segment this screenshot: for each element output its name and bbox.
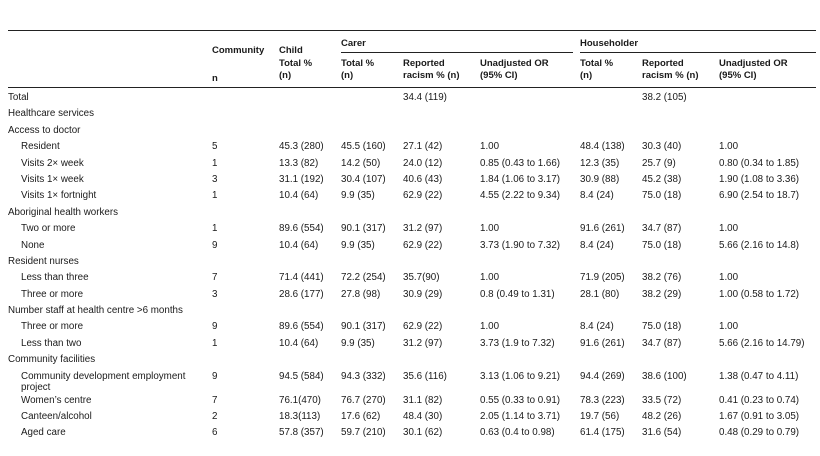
cell-hh-reported: 34.7 (87) [642, 337, 682, 349]
cell-hh-or [719, 305, 816, 321]
row-label: Healthcare services [8, 108, 95, 120]
cell-carer-total [341, 354, 403, 370]
cell-carer-or: 3.13 (1.06 to 9.21) [480, 370, 561, 382]
row-label: Community development employment project [21, 370, 186, 393]
cell-community-n [212, 92, 279, 108]
cell-hh-reported [642, 305, 719, 321]
cell-hh-or: 1.00 [719, 223, 739, 235]
cell-carer-reported: 27.1 (42) [403, 141, 443, 153]
cell-carer-total: 94.3 (332) [341, 370, 386, 382]
cell-community-n [212, 256, 279, 272]
cell-hh-reported: 75.0 (18) [642, 321, 682, 333]
table-row [8, 371, 816, 395]
cell-carer-or [480, 92, 580, 108]
cell-community-n [212, 305, 279, 321]
cell-hh-or: 1.00 [719, 141, 739, 153]
col-header-child: Child [279, 45, 303, 56]
cell-child-total: 31.1 (192) [279, 173, 324, 185]
table-row [8, 289, 816, 305]
cell-hh-or: 0.48 (0.29 to 0.79) [719, 427, 800, 439]
row-label: Visits 1× fortnight [21, 190, 97, 202]
cell-community-n: 7 [212, 272, 218, 284]
cell-hh-total [580, 125, 642, 141]
cell-child-total [279, 108, 341, 124]
cell-child-total: 18.3(113) [279, 411, 321, 423]
cell-carer-reported: 62.9 (22) [403, 190, 443, 202]
cell-community-n: 5 [212, 141, 218, 153]
cell-carer-or: 1.00 [480, 272, 500, 284]
cell-hh-or: 1.38 (0.47 to 4.11) [719, 370, 799, 382]
col-header-community-n: n [212, 73, 218, 84]
cell-hh-total: 12.3 (35) [580, 157, 620, 169]
cell-child-total: 45.3 (280) [279, 141, 324, 153]
group-header-householder: Householder [580, 38, 639, 49]
table-row [8, 207, 816, 223]
col-header-hh-total: Total % [580, 58, 614, 69]
cell-hh-reported: 25.7 (9) [642, 157, 676, 169]
col-header-community: Community [212, 45, 265, 56]
cell-child-total [279, 256, 341, 272]
cell-community-n: 7 [212, 394, 218, 406]
row-label: Resident nurses [8, 255, 79, 267]
cell-carer-total: 17.6 (62) [341, 411, 381, 423]
table-row [8, 92, 816, 108]
cell-carer-total: 14.2 (50) [341, 157, 381, 169]
cell-carer-reported: 31.1 (82) [403, 394, 443, 406]
cell-hh-reported [642, 256, 719, 272]
col-header-hh-or-2: (95% CI) [719, 70, 757, 81]
table-row [8, 305, 816, 321]
cell-carer-reported [403, 256, 480, 272]
cell-carer-total: 27.8 (98) [341, 288, 381, 300]
cell-child-total [279, 92, 341, 108]
cell-hh-total [580, 305, 642, 321]
col-header-carer-reported: Reported [403, 58, 445, 69]
cell-hh-total [580, 256, 642, 272]
cell-carer-total [341, 256, 403, 272]
cell-hh-or [719, 92, 816, 108]
cell-hh-or: 5.66 (2.16 to 14.79) [719, 337, 805, 349]
cell-hh-total: 8.4 (24) [580, 321, 614, 333]
cell-hh-reported [642, 207, 719, 223]
col-header-hh-or: Unadjusted OR [719, 58, 788, 69]
cell-carer-total [341, 125, 403, 141]
cell-community-n: 2 [212, 411, 218, 423]
cell-carer-reported [403, 125, 480, 141]
cell-child-total: 89.6 (554) [279, 321, 324, 333]
cell-hh-total: 71.9 (205) [580, 272, 625, 284]
cell-carer-or: 1.00 [480, 141, 500, 153]
row-label: Less than two [21, 337, 82, 349]
group-rule-householder [580, 52, 816, 53]
cell-hh-total [580, 207, 642, 223]
cell-carer-total: 90.1 (317) [341, 223, 386, 235]
cell-carer-total: 45.5 (160) [341, 141, 386, 153]
cell-carer-reported: 35.7(90) [403, 272, 440, 284]
row-label: None [21, 239, 45, 251]
cell-community-n: 9 [212, 321, 218, 333]
cell-child-total [279, 125, 341, 141]
cell-carer-total: 9.9 (35) [341, 337, 375, 349]
cell-hh-or: 1.00 [719, 272, 739, 284]
cell-carer-reported: 62.9 (22) [403, 239, 443, 251]
cell-hh-or [719, 354, 816, 370]
cell-hh-reported: 31.6 (54) [642, 427, 682, 439]
cell-community-n [212, 207, 279, 223]
data-table [8, 92, 816, 444]
cell-community-n: 9 [212, 239, 218, 251]
cell-hh-total: 19.7 (56) [580, 411, 620, 423]
table-row [8, 141, 816, 157]
cell-carer-reported: 48.4 (30) [403, 411, 443, 423]
col-header-carer-or: Unadjusted OR [480, 58, 549, 69]
cell-carer-total [341, 305, 403, 321]
table-row [8, 338, 816, 354]
col-header-child-total: Total % [279, 58, 313, 69]
cell-carer-or [480, 354, 580, 370]
cell-carer-reported: 31.2 (97) [403, 337, 443, 349]
cell-carer-total: 9.9 (35) [341, 239, 375, 251]
row-label: Total [8, 92, 29, 103]
cell-carer-or: 0.55 (0.33 to 0.91) [480, 394, 561, 406]
cell-hh-reported: 38.6 (100) [642, 370, 687, 382]
cell-hh-reported: 38.2 (76) [642, 272, 682, 284]
cell-hh-or: 1.67 (0.91 to 3.05) [719, 411, 800, 423]
cell-carer-reported: 31.2 (97) [403, 223, 443, 235]
cell-community-n: 9 [212, 370, 218, 382]
cell-hh-total: 8.4 (24) [580, 190, 614, 202]
cell-hh-or: 6.90 (2.54 to 18.7) [719, 190, 800, 202]
col-header-carer-or-2: (95% CI) [480, 70, 518, 81]
cell-hh-or: 1.00 (0.58 to 1.72) [719, 288, 800, 300]
cell-child-total: 94.5 (584) [279, 370, 324, 382]
cell-child-total [279, 305, 341, 321]
table-row [8, 256, 816, 272]
cell-hh-total: 91.6 (261) [580, 337, 625, 349]
cell-carer-or [480, 125, 580, 141]
row-label: Community facilities [8, 354, 96, 366]
cell-hh-total: 91.6 (261) [580, 223, 625, 235]
table-row [8, 158, 816, 174]
group-rule-carer [341, 52, 573, 53]
cell-community-n: 6 [212, 427, 218, 439]
row-label: Aboriginal health workers [8, 206, 118, 218]
cell-carer-or: 1.00 [480, 223, 500, 235]
cell-carer-total [341, 108, 403, 124]
table-row [8, 411, 816, 427]
row-label: Three or more [21, 288, 84, 300]
cell-community-n: 1 [212, 223, 218, 235]
cell-hh-reported: 48.2 (26) [642, 411, 682, 423]
cell-hh-total [580, 92, 642, 108]
cell-child-total: 89.6 (554) [279, 223, 324, 235]
cell-community-n: 1 [212, 157, 218, 169]
cell-hh-total: 61.4 (175) [580, 427, 625, 439]
cell-hh-or [719, 256, 816, 272]
cell-carer-or: 4.55 (2.22 to 9.34) [480, 190, 561, 202]
cell-carer-total: 76.7 (270) [341, 394, 386, 406]
cell-hh-reported: 45.2 (38) [642, 173, 682, 185]
cell-hh-reported: 38.2 (29) [642, 288, 682, 300]
cell-hh-reported: 38.2 (105) [642, 92, 687, 103]
row-label: Two or more [21, 223, 76, 235]
table-row [8, 125, 816, 141]
cell-carer-reported: 62.9 (22) [403, 321, 443, 333]
col-header-carer-total: Total % [341, 58, 375, 69]
table-row [8, 427, 816, 443]
cell-carer-or: 3.73 (1.9 to 7.32) [480, 337, 555, 349]
cell-child-total: 76.1(470) [279, 394, 321, 406]
cell-community-n [212, 108, 279, 124]
cell-community-n [212, 125, 279, 141]
cell-carer-total [341, 207, 403, 223]
cell-carer-total: 90.1 (317) [341, 321, 386, 333]
cell-child-total: 28.6 (177) [279, 288, 324, 300]
cell-carer-or [480, 108, 580, 124]
cell-carer-reported: 30.9 (29) [403, 288, 443, 300]
cell-hh-total: 30.9 (88) [580, 173, 620, 185]
cell-hh-or: 5.66 (2.16 to 14.8) [719, 239, 800, 251]
row-label: Resident [21, 141, 60, 153]
cell-hh-total: 78.3 (223) [580, 394, 625, 406]
cell-carer-reported: 24.0 (12) [403, 157, 443, 169]
cell-hh-reported: 34.7 (87) [642, 223, 682, 235]
col-header-child-n: (n) [279, 70, 292, 81]
cell-hh-reported: 33.5 (72) [642, 394, 682, 406]
cell-child-total: 10.4 (64) [279, 239, 319, 251]
cell-carer-total: 9.9 (35) [341, 190, 375, 202]
cell-hh-reported [642, 354, 719, 370]
cell-hh-total: 28.1 (80) [580, 288, 620, 300]
cell-carer-total [341, 92, 403, 108]
table-row [8, 395, 816, 411]
cell-carer-reported: 40.6 (43) [403, 173, 443, 185]
cell-child-total [279, 354, 341, 370]
cell-carer-reported: 34.4 (119) [403, 92, 447, 103]
cell-hh-reported: 30.3 (40) [642, 141, 682, 153]
cell-hh-total: 94.4 (269) [580, 370, 625, 382]
cell-carer-reported [403, 305, 480, 321]
cell-hh-or [719, 108, 816, 124]
cell-community-n: 1 [212, 337, 218, 349]
cell-carer-total: 30.4 (107) [341, 173, 386, 185]
cell-community-n: 3 [212, 173, 218, 185]
col-header-hh-reported: Reported [642, 58, 684, 69]
cell-hh-reported [642, 125, 719, 141]
row-label: Canteen/alcohol [21, 411, 92, 423]
row-label: Access to doctor [8, 124, 81, 136]
cell-hh-total [580, 354, 642, 370]
table-row [8, 108, 816, 124]
row-label: Three or more [21, 321, 84, 333]
cell-carer-total: 72.2 (254) [341, 272, 386, 284]
cell-hh-or [719, 207, 816, 223]
table-row [8, 321, 816, 337]
cell-carer-or: 1.00 [480, 321, 500, 333]
cell-hh-reported: 75.0 (18) [642, 190, 682, 202]
cell-hh-reported [642, 108, 719, 124]
cell-carer-or: 0.63 (0.4 to 0.98) [480, 427, 555, 439]
row-label: Number staff at health centre >6 months [8, 305, 183, 317]
cell-carer-reported: 30.1 (62) [403, 427, 443, 439]
cell-hh-total: 48.4 (138) [580, 141, 625, 153]
table-row [8, 223, 816, 239]
cell-carer-reported [403, 207, 480, 223]
col-header-hh-n: (n) [580, 70, 593, 81]
cell-hh-total: 8.4 (24) [580, 239, 614, 251]
cell-community-n: 3 [212, 288, 218, 300]
cell-child-total: 71.4 (441) [279, 272, 324, 284]
cell-carer-reported: 35.6 (116) [403, 370, 447, 382]
cell-child-total: 10.4 (64) [279, 337, 319, 349]
cell-carer-or: 2.05 (1.14 to 3.71) [480, 411, 561, 423]
cell-child-total: 13.3 (82) [279, 157, 319, 169]
cell-child-total [279, 207, 341, 223]
top-rule [8, 30, 816, 31]
col-header-carer-reported-2: racism % (n) [403, 70, 460, 81]
table-row [8, 190, 816, 206]
cell-hh-or [719, 125, 816, 141]
cell-child-total: 10.4 (64) [279, 190, 319, 202]
cell-carer-or: 0.8 (0.49 to 1.31) [480, 288, 555, 300]
row-label: Women’s centre [21, 394, 92, 406]
table-row [8, 174, 816, 190]
row-label: Visits 1× week [21, 173, 84, 185]
cell-hh-total [580, 108, 642, 124]
col-header-carer-n: (n) [341, 70, 354, 81]
row-label: Less than three [21, 272, 89, 284]
row-label: Aged care [21, 427, 66, 439]
group-header-carer: Carer [341, 38, 366, 49]
cell-carer-total: 59.7 (210) [341, 427, 386, 439]
cell-carer-or [480, 256, 580, 272]
cell-hh-reported: 75.0 (18) [642, 239, 682, 251]
header-rule [8, 87, 816, 88]
cell-carer-or: 3.73 (1.90 to 7.32) [480, 239, 561, 251]
cell-carer-or: 1.84 (1.06 to 3.17) [480, 173, 561, 185]
cell-carer-or [480, 305, 580, 321]
cell-child-total: 57.8 (357) [279, 427, 324, 439]
col-header-hh-reported-2: racism % (n) [642, 70, 699, 81]
cell-community-n [212, 354, 279, 370]
cell-hh-or: 1.00 [719, 321, 739, 333]
cell-carer-reported [403, 108, 480, 124]
row-label: Visits 2× week [21, 157, 84, 169]
table-row [8, 272, 816, 288]
cell-hh-or: 0.41 (0.23 to 0.74) [719, 394, 800, 406]
cell-community-n: 1 [212, 190, 218, 202]
cell-hh-or: 1.90 (1.08 to 3.36) [719, 173, 800, 185]
cell-hh-or: 0.80 (0.34 to 1.85) [719, 157, 800, 169]
table-row [8, 240, 816, 256]
cell-carer-reported [403, 354, 480, 370]
cell-carer-or [480, 207, 580, 223]
cell-carer-or: 0.85 (0.43 to 1.66) [480, 157, 561, 169]
table-row [8, 354, 816, 370]
